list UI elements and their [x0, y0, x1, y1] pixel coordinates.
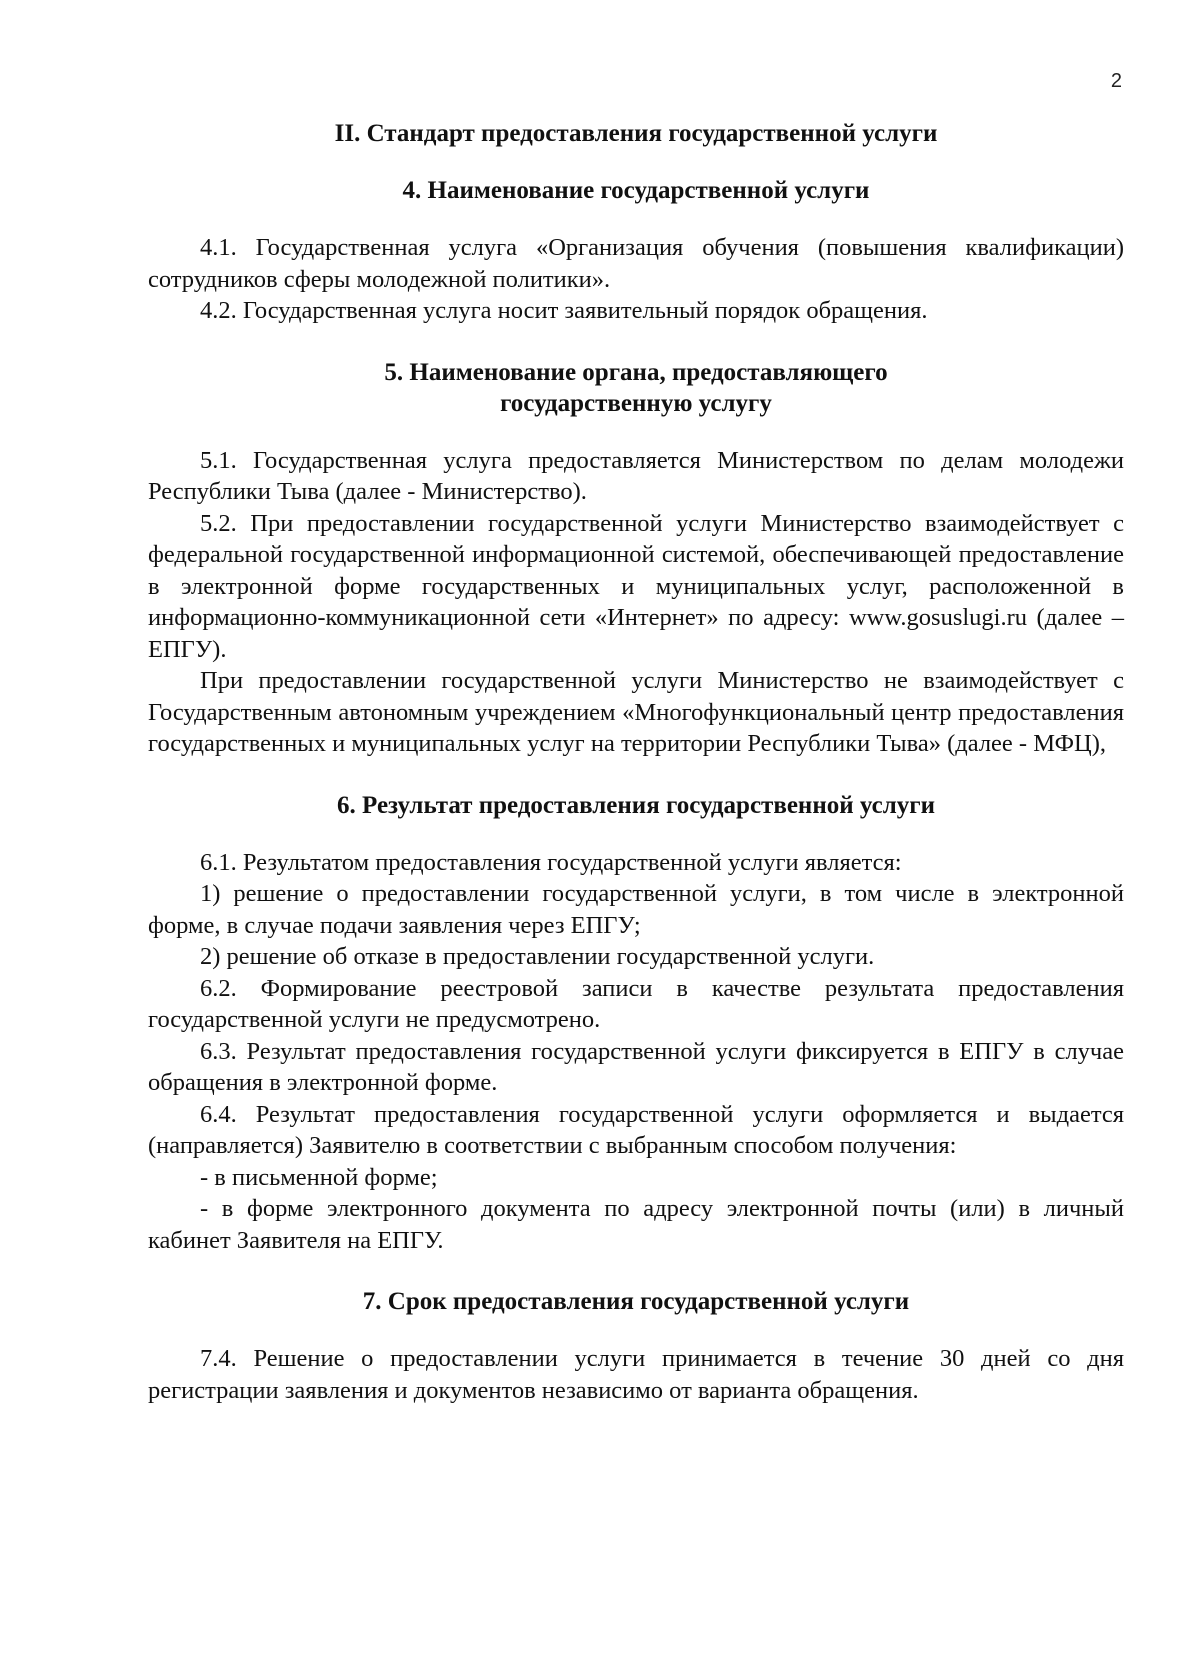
paragraph-5-1: 5.1. Государственная услуга предоставляется Министерством по делам молодежи Республики Тыва (далее - Министерство).	[148, 446, 1124, 505]
page-number: 2	[1110, 70, 1122, 92]
paragraph-6-1: 6.1. Результатом предоставления государственной услуги является:	[200, 848, 902, 876]
paragraph-5-mfc: При предоставлении государственной услуги Министерство не взаимодействует с Государственным автономным учреждением «Многофункциональный центр предоставления государственных и муниципальных услуг на территории Республики Тыва» (далее - МФЦ),	[148, 667, 1124, 757]
paragraph-5-2: 5.2. При предоставлении государственной услуги Министерство взаимодействует с федеральной государственной информационной системой, обеспечивающей предоставление в электронной форме государственных и муниципальных услуг, расположенной в информационно-коммуникационной сети «Интернет» по адресу: www.gosuslugi.ru (далее – ЕПГУ).	[148, 509, 1124, 663]
paragraph-4-2: 4.2. Государственная услуга носит заявительный порядок обращения.	[200, 297, 928, 324]
paragraph-6-2: 6.2. Формирование реестровой записи в качестве результата предоставления государственной услуги не предусмотрено.	[148, 974, 1124, 1033]
heading-section-5-line1: 5. Наименование органа, предоставляющего	[384, 358, 888, 386]
section-title: II. Стандарт предоставления государственной услуги	[334, 120, 938, 147]
paragraph-7-4: 7.4. Решение о предоставлении услуги принимается в течение 30 дней со дня регистрации заявления и документов независимо от варианта обращения.	[148, 1345, 1124, 1404]
document-body	[148, 118, 1124, 1406]
heading-section-7: 7. Срок предоставления государственной услуги	[362, 1288, 910, 1315]
heading-section-5-line2: государственную услугу	[500, 389, 772, 417]
paragraph-4-1: 4.1. Государственная услуга «Организация обучения (повышения квалификации) сотрудников сферы молодежной политики».	[148, 234, 1124, 293]
list-item-6-4-1: - в письменной форме;	[200, 1163, 438, 1191]
list-item-6-4-2: - в форме электронного документа по адресу электронной почты (или) в личный кабинет Заявителя на ЕПГУ.	[148, 1195, 1124, 1254]
paragraph-6-3: 6.3. Результат предоставления государственной услуги фиксируется в ЕПГУ в случае обращения в электронной форме.	[148, 1037, 1124, 1096]
paragraph-6-4: 6.4. Результат предоставления государственной услуги оформляется и выдается (направляется) Заявителю в соответствии с выбранным способом получения:	[148, 1100, 1124, 1159]
heading-section-6: 6. Результат предоставления государственной услуги	[337, 791, 935, 819]
list-item-6-1-2: 2) решение об отказе в предоставлении государственной услуги.	[200, 943, 875, 970]
heading-section-4: 4. Наименование государственной услуги	[402, 177, 870, 204]
list-item-6-1-1: 1) решение о предоставлении государственной услуги, в том числе в электронной форме, в случае подачи заявления через ЕПГУ;	[148, 880, 1124, 939]
